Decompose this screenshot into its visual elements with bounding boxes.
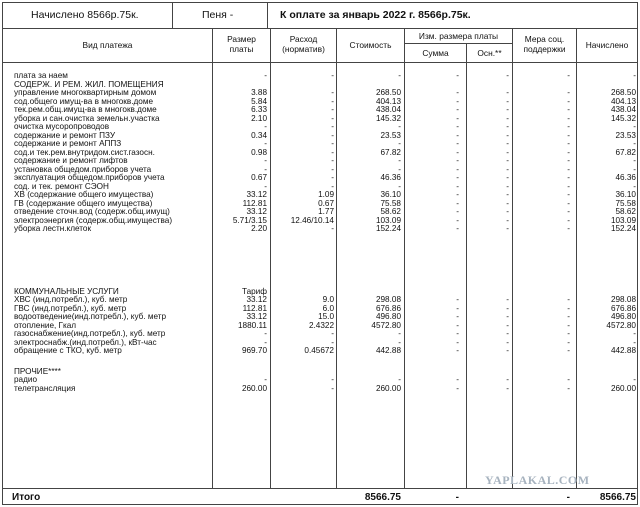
row-support: - [567,96,570,106]
row-cost: 58.62 [380,207,401,216]
row-change-sum: - [456,105,459,114]
row-label: отведение сточн.вод (содерж.общ.имущ) [14,207,170,216]
row-label: содержание и ремонт АППЗ [14,139,122,148]
row-change-reason: - [506,190,509,199]
row-change-sum: - [456,207,459,216]
row-change-sum: - [456,190,459,199]
row-norm: - [331,96,334,106]
row-norm: - [331,173,334,182]
row-norm: 0.45672 [304,346,334,355]
col-change-reason: Осн.** [467,44,513,62]
row-rate: - [264,337,267,347]
row-accrued: 75.58 [615,198,636,208]
col-payment-type: Вид платежа [3,28,213,62]
row-support: - [567,71,570,80]
row-cost: 36.10 [380,190,401,199]
row-norm: 9.0 [322,295,334,304]
row-rate: 2.10 [251,113,267,123]
row-support: - [567,337,570,347]
row-change-reason: - [506,312,509,321]
row-rate: Тариф [241,286,267,296]
row-change-sum: - [456,320,459,330]
row-label: ХВС (инд.потребл.), куб. метр [14,295,128,304]
row-rate: 6.33 [251,105,267,114]
row-label: ХВ (содержание общего имущества) [14,190,154,199]
row-accrued: 36.10 [615,190,636,199]
row-cost: 75.58 [380,198,401,208]
row-norm: 0.67 [318,198,334,208]
row-label: управление многоквартирным домом [14,88,157,97]
row-label: ГВС (инд.потребл.), куб. метр [14,303,127,313]
col-support: Мера соц. поддержки [513,28,577,62]
row-label: обращение с ТКО, куб. метр [14,346,122,355]
row-accrued: - [633,122,636,131]
row-change-sum: - [456,173,459,182]
row-norm: - [331,375,334,384]
row-support: - [567,181,570,191]
row-cost: - [398,122,401,131]
row-accrued: 103.09 [610,215,636,225]
row-change-sum: - [456,147,459,157]
row-cost: - [398,375,401,384]
table-row [3,157,637,165]
row-label: отопление, Гкал [14,320,77,330]
row-change-sum: - [456,375,459,384]
table-row [3,330,637,338]
row-change-sum: - [456,383,459,393]
row-change-reason: - [506,173,509,182]
row-change-sum: - [456,295,459,304]
row-change-sum: - [456,303,459,313]
row-rate: 0.67 [251,173,267,182]
row-cost: 268.50 [375,88,401,97]
row-support: - [567,383,570,393]
row-rate: 5.71/3.15 [232,215,267,225]
row-label: ГВ (содержание общего имущества) [14,198,153,208]
col-rate: Размер платы [213,28,271,62]
row-change-sum: - [456,164,459,174]
row-support: - [567,215,570,225]
row-support: - [567,156,570,165]
row-cost: 152.24 [375,224,401,233]
row-change-reason: - [506,181,509,191]
row-change-reason: - [506,329,509,338]
row-accrued: 23.53 [615,130,636,140]
row-norm: - [331,130,334,140]
row-cost: - [398,156,401,165]
row-change-reason: - [506,303,509,313]
row-change-sum: - [456,96,459,106]
row-rate: - [264,156,267,165]
row-norm: 2.4322 [308,320,334,330]
row-change-sum: - [456,113,459,123]
table-row [3,123,637,131]
row-rate: 33.12 [246,207,267,216]
total-row [3,488,637,505]
row-cost: - [398,71,401,80]
row-change-reason: - [506,105,509,114]
row-accrued: - [633,164,636,174]
row-change-reason: - [506,71,509,80]
row-change-reason: - [506,224,509,233]
row-label: уборка и сан.очистка земельн.участка [14,113,160,123]
col-norm: Расход (норматив) [271,28,337,62]
row-rate: 33.12 [246,190,267,199]
row-change-sum: - [456,337,459,347]
total-change-sum: - [455,492,459,503]
row-support: - [567,88,570,97]
bill-summary-bar [3,3,637,29]
row-rate: 2.20 [251,224,267,233]
row-label: газоснабжение(инд.потребл.), куб. метр [14,329,166,338]
row-change-sum: - [456,130,459,140]
table-row [3,191,637,199]
row-cost: - [398,337,401,347]
row-cost: - [398,181,401,191]
table-row [3,368,637,376]
row-change-reason: - [506,130,509,140]
row-accrued: 145.32 [610,113,636,123]
row-cost: 46.36 [380,173,401,182]
row-change-reason: - [506,207,509,216]
row-support: - [567,312,570,321]
payment-bill [2,2,638,505]
row-change-reason: - [506,346,509,355]
row-label: водоотведение(инд.потребл.), куб. метр [14,312,167,321]
row-change-reason: - [506,375,509,384]
row-accrued: 496.80 [610,312,636,321]
row-accrued: 438.04 [610,105,636,114]
row-accrued: - [633,139,636,148]
row-cost: 404.13 [375,96,401,106]
row-support: - [567,198,570,208]
row-label: сод.общего имущ-ва в многокв.доме [14,96,154,106]
row-cost: 442.88 [375,346,401,355]
row-label: очистка мусоропроводов [14,122,110,131]
row-norm: - [331,224,334,233]
row-label: СОДЕРЖ. И РЕМ. ЖИЛ. ПОМЕЩЕНИЯ [14,79,164,89]
row-rate: - [264,139,267,148]
row-support: - [567,105,570,114]
penalty-summary: Пеня - [173,3,268,28]
row-rate: 0.98 [251,147,267,157]
row-support: - [567,113,570,123]
row-rate: 33.12 [246,312,267,321]
row-support: - [567,303,570,313]
table-row [3,217,637,225]
row-accrued: - [633,375,636,384]
row-change-reason: - [506,337,509,347]
row-norm: - [331,181,334,191]
row-accrued: 260.00 [610,383,636,393]
row-accrued: 152.24 [610,224,636,233]
row-label: КОММУНАЛЬНЫЕ УСЛУГИ [14,286,119,296]
row-accrued: 442.88 [610,346,636,355]
row-norm: - [331,164,334,174]
row-cost: 298.08 [375,295,401,304]
row-support: - [567,329,570,338]
row-accrued: 268.50 [610,88,636,97]
row-support: - [567,173,570,182]
row-support: - [567,130,570,140]
total-label: Итого [12,492,41,503]
row-change-sum: - [456,71,459,80]
row-norm: - [331,113,334,123]
total-support: - [566,492,570,503]
col-change: Изм. размера платы [405,28,513,44]
row-change-reason: - [506,122,509,131]
accrued-summary: Начислено 8566р.75к. [3,3,173,28]
watermark: YAPLAKAL.COM [485,473,590,487]
row-norm: - [331,105,334,114]
table-row [3,89,637,97]
row-norm: 12.46/10.14 [290,215,334,225]
row-accrued: 298.08 [610,295,636,304]
row-cost: 103.09 [375,215,401,225]
row-rate: - [264,329,267,338]
row-support: - [567,147,570,157]
row-change-reason: - [506,147,509,157]
row-label: установка общедом.приборов учета [14,164,152,174]
row-change-sum: - [456,215,459,225]
row-cost: - [398,164,401,174]
row-change-sum: - [456,224,459,233]
col-change-sum: Сумма [405,44,467,62]
row-accrued: 67.82 [615,147,636,157]
row-support: - [567,207,570,216]
row-rate: - [264,122,267,131]
row-norm: - [331,329,334,338]
row-rate: - [264,164,267,174]
row-support: - [567,164,570,174]
table-header [3,28,637,63]
row-rate: 260.00 [241,383,267,393]
row-label: эксплуатация общедом.приборов учета [14,173,165,182]
table-row [3,208,637,216]
row-change-sum: - [456,88,459,97]
row-support: - [567,139,570,148]
table-row [3,140,637,148]
row-label: содержание и ремонт лифтов [14,156,128,165]
row-cost: 260.00 [375,383,401,393]
row-accrued: - [633,156,636,165]
row-change-reason: - [506,320,509,330]
row-norm: - [331,139,334,148]
row-norm: 15.0 [318,312,334,321]
row-change-sum: - [456,156,459,165]
row-change-reason: - [506,96,509,106]
row-accrued: 46.36 [615,173,636,182]
row-change-sum: - [456,181,459,191]
row-cost: 145.32 [375,113,401,123]
row-label: уборка лестн.клеток [14,224,92,233]
row-norm: - [331,88,334,97]
row-change-reason: - [506,164,509,174]
row-cost: 23.53 [380,130,401,140]
row-change-sum: - [456,312,459,321]
row-rate: - [264,71,267,80]
row-accrued: 4572.80 [606,320,636,330]
row-change-sum: - [456,329,459,338]
total-cost: 8566.75 [364,492,401,503]
row-cost: 4572.80 [371,320,401,330]
row-label: содержание и ремонт ПЗУ [14,130,116,140]
row-change-reason: - [506,215,509,225]
row-cost: - [398,329,401,338]
row-accrued: - [633,71,636,80]
table-row [3,72,637,80]
table-row [3,376,637,384]
row-label: сод. и тек. ремонт СЭОН [14,181,109,191]
row-norm: 1.77 [318,207,334,216]
row-change-sum: - [456,198,459,208]
table-row [3,313,637,321]
table-row [3,296,637,304]
row-label: телетрансляция [14,383,76,393]
row-norm: 1.09 [318,190,334,199]
row-cost: 676.86 [375,303,401,313]
table-row [3,225,637,233]
row-accrued: - [633,337,636,347]
row-label: радио [14,375,38,384]
table-row [3,385,637,393]
row-norm: - [331,156,334,165]
row-rate: 33.12 [246,295,267,304]
row-change-sum: - [456,122,459,131]
row-norm: - [331,71,334,80]
row-support: - [567,295,570,304]
row-rate: - [264,181,267,191]
row-change-reason: - [506,139,509,148]
row-norm: - [331,122,334,131]
row-change-sum: - [456,346,459,355]
table-row [3,347,637,355]
row-accrued: 676.86 [610,303,636,313]
row-label: электроснабж.(инд.потребл.), кВт-час [14,337,157,347]
row-support: - [567,122,570,131]
row-support: - [567,375,570,384]
row-label: ПРОЧИЕ**** [14,366,61,376]
total-accrued: 8566.75 [599,492,636,503]
row-change-sum: - [456,139,459,148]
row-rate: 0.34 [251,130,267,140]
col-accrued: Начислено [585,40,629,50]
row-support: - [567,320,570,330]
row-rate: 3.88 [251,88,267,97]
row-rate: 112.81 [242,303,267,313]
row-cost: - [398,139,401,148]
row-rate: 5.84 [251,96,267,106]
row-cost: 67.82 [380,147,401,157]
row-rate: 112.81 [242,198,267,208]
row-support: - [567,224,570,233]
row-label: электроэнергия (содерж.общ.имущества) [14,215,173,225]
row-rate: 969.70 [241,346,267,355]
row-change-reason: - [506,295,509,304]
row-label: тек.рем.общ.имущ-ва в многокв.доме [14,105,157,114]
row-rate: - [264,375,267,384]
row-cost: 496.80 [375,312,401,321]
row-norm: 6.0 [322,303,334,313]
row-accrued: 404.13 [610,96,636,106]
row-norm: - [331,147,334,157]
table-row [3,174,637,182]
row-change-reason: - [506,88,509,97]
row-support: - [567,190,570,199]
row-rate: 1880.11 [238,320,267,330]
row-accrued: 58.62 [615,207,636,216]
col-cost: Стоимость [337,28,405,62]
row-label: плата за наем [14,71,68,80]
row-cost: 438.04 [375,105,401,114]
table-row [3,106,637,114]
row-accrued: - [633,329,636,338]
amount-due-summary: К оплате за январь 2022 г. 8566р.75к. [280,9,471,21]
row-norm: - [331,337,334,347]
row-change-reason: - [506,198,509,208]
row-change-reason: - [506,383,509,393]
row-change-reason: - [506,156,509,165]
row-label: сод.и тек.рем.внутридом.сист.газосн. [14,147,155,157]
row-accrued: - [633,181,636,191]
row-norm: - [331,383,334,393]
row-change-reason: - [506,113,509,123]
row-support: - [567,346,570,355]
